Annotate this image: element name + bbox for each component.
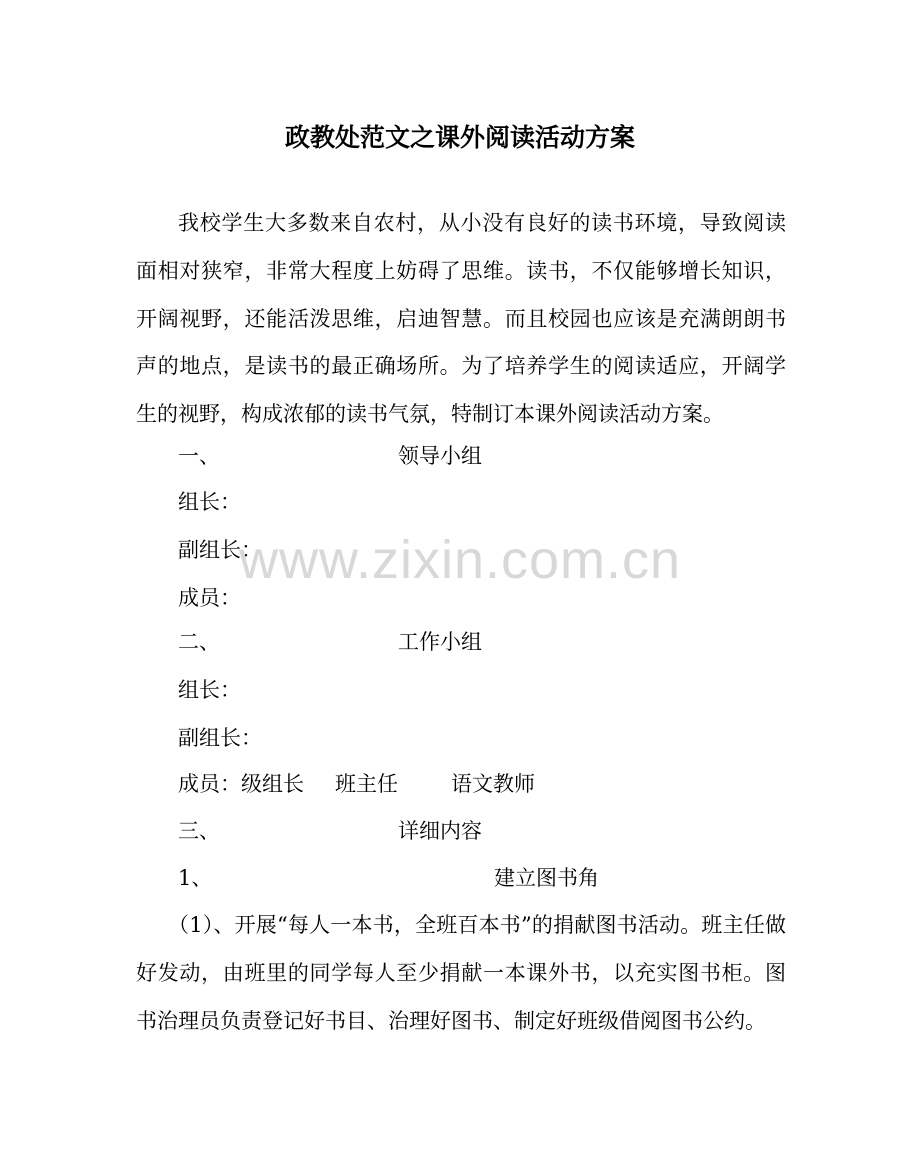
section-one-heading: 领导小组 bbox=[398, 444, 482, 468]
section-two-heading: 工作小组 bbox=[398, 630, 482, 654]
section-one-number: 一、 bbox=[178, 444, 220, 468]
watermark: www.zixin.com.cn bbox=[238, 530, 682, 590]
work-group-member-class-teacher: 班主任 bbox=[335, 772, 398, 796]
leadership-leader-label: 组长： bbox=[178, 490, 241, 514]
section-two-number: 二、 bbox=[178, 630, 220, 654]
work-group-member-chinese-teacher: 语文教师 bbox=[451, 772, 535, 796]
work-group-members-label: 成员： bbox=[178, 772, 241, 796]
leadership-deputy-label: 副组长： bbox=[178, 538, 262, 562]
item-one-number: 1、 bbox=[178, 866, 213, 890]
document-title: 政教处范文之课外阅读活动方案 bbox=[284, 123, 635, 152]
work-group-deputy-label: 副组长： bbox=[178, 726, 262, 750]
item-one-heading: 建立图书角 bbox=[494, 866, 599, 890]
intro-paragraph: 我校学生大多数来自农村，从小没有良好的读书环境，导致阅读面相对狭窄，非常大程度上妨碍了思维。读书，不仅能够增长知识，开阔视野，还能活泼思维，启迪智慧。而且校园也应该是充满朗朗书声的地点，是读书的最正确场所。为了培养学生的阅读适应，开阔学生的视野，构成浓郁的读书气氛，特制订本课外阅读活动方案。 bbox=[136, 211, 786, 427]
leadership-members-label: 成员： bbox=[178, 586, 241, 610]
section-three-number: 三、 bbox=[178, 819, 220, 843]
item-one-paragraph: （1）、开展“每人一本书，全班百本书”的捐献图书活动。班主任做好发动，由班里的同学每人至少捐献一本课外书，以充实图书柜。图书治理员负责登记好书目、治理好图书、制定好班级借阅图书公约。 bbox=[136, 913, 786, 1033]
work-group-member-grade-leader: 级组长 bbox=[241, 772, 304, 796]
section-three-heading: 详细内容 bbox=[398, 819, 482, 843]
work-group-leader-label: 组长： bbox=[178, 678, 241, 702]
